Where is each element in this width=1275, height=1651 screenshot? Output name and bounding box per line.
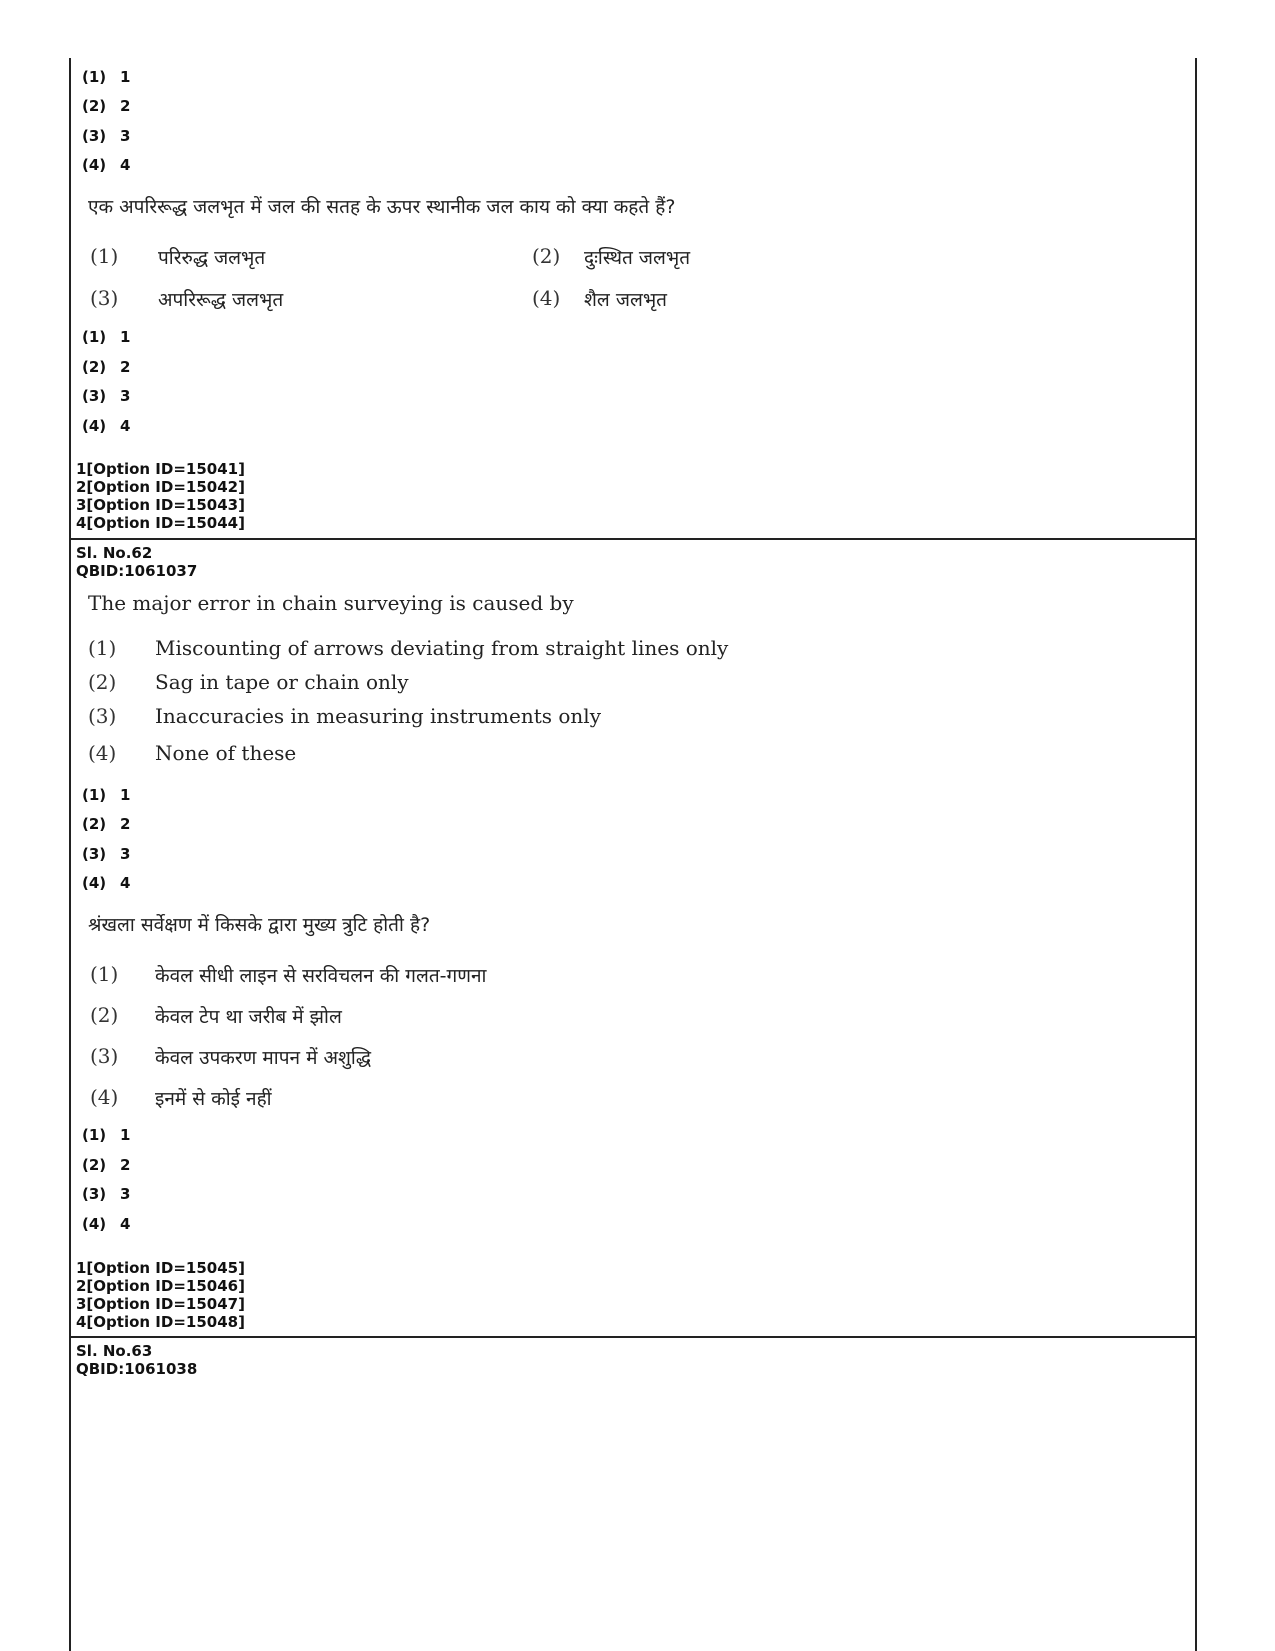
answer-choice: (1) 1 [82,68,131,86]
answer-choice: (3) 3 [82,387,131,405]
answer-choice: (1) 1 [82,328,131,346]
option-id: 2[Option ID=15046] [76,1277,245,1295]
answer-choice: (2) 2 [82,815,131,833]
answer-choice: (2) 2 [82,97,131,115]
option-id: 2[Option ID=15042] [76,478,245,496]
answer-choice: (1) 1 [82,786,131,804]
answer-choice: (4) 4 [82,156,131,174]
option-text: शैल जलभृत [584,289,668,311]
option-number: (4) [88,741,117,765]
option-number: (1) [88,636,117,660]
option-text: Miscounting of arrows deviating from straight lines only [155,636,729,660]
option-id: 3[Option ID=15047] [76,1295,245,1313]
option-text: केवल टेप था जरीब में झोल [155,1006,342,1028]
option-number: (3) [90,1044,119,1068]
answer-choice: (1) 1 [82,1126,131,1144]
option-number: (2) [532,244,561,268]
option-id: 1[Option ID=15041] [76,460,245,478]
answer-choice: (4) 4 [82,1215,131,1233]
qbid: QBID:1061037 [76,562,198,580]
option-text: केवल सीधी लाइन से सरविचलन की गलत-गणना [155,965,487,987]
qbid: QBID:1061038 [76,1360,198,1378]
serial-number: Sl. No.63 [76,1342,153,1360]
option-id: 4[Option ID=15048] [76,1313,245,1331]
answer-choice: (3) 3 [82,127,131,145]
option-number: (1) [90,962,119,986]
option-text: केवल उपकरण मापन में अशुद्धि [155,1047,372,1069]
option-number: (2) [88,670,117,694]
option-text: अपरिरूद्ध जलभृत [158,289,284,311]
hindi-question-text: श्रंखला सर्वेक्षण में किसके द्वारा मुख्य त्रुटि होती है? [88,914,431,936]
answer-choice: (2) 2 [82,1156,131,1174]
option-id: 4[Option ID=15044] [76,514,245,532]
option-text: दुःस्थित जलभृत [584,247,691,269]
answer-choice: (3) 3 [82,845,131,863]
answer-choice: (2) 2 [82,358,131,376]
option-number: (4) [90,1085,119,1109]
option-text: परिरुद्ध जलभृत [158,247,266,269]
option-number: (2) [90,1003,119,1027]
option-text: इनमें से कोई नहीं [155,1088,272,1110]
option-number: (4) [532,286,561,310]
answer-choice: (3) 3 [82,1185,131,1203]
question-divider [69,538,1197,540]
question-divider [69,1336,1197,1338]
option-text: None of these [155,741,297,765]
serial-number: Sl. No.62 [76,544,153,562]
option-text: Sag in tape or chain only [155,670,409,694]
hindi-question-text: एक अपरिरूद्ध जलभृत में जल की सतह के ऊपर स्थानीक जल काय को क्या कहते हैं? [88,196,676,218]
answer-choice: (4) 4 [82,417,131,435]
answer-choice: (4) 4 [82,874,131,892]
option-number: (1) [90,244,119,268]
option-text: Inaccuracies in measuring instruments only [155,704,602,728]
english-question-text: The major error in chain surveying is caused by [88,591,574,615]
option-number: (3) [90,286,119,310]
option-id: 1[Option ID=15045] [76,1259,245,1277]
option-id: 3[Option ID=15043] [76,496,245,514]
option-number: (3) [88,704,117,728]
